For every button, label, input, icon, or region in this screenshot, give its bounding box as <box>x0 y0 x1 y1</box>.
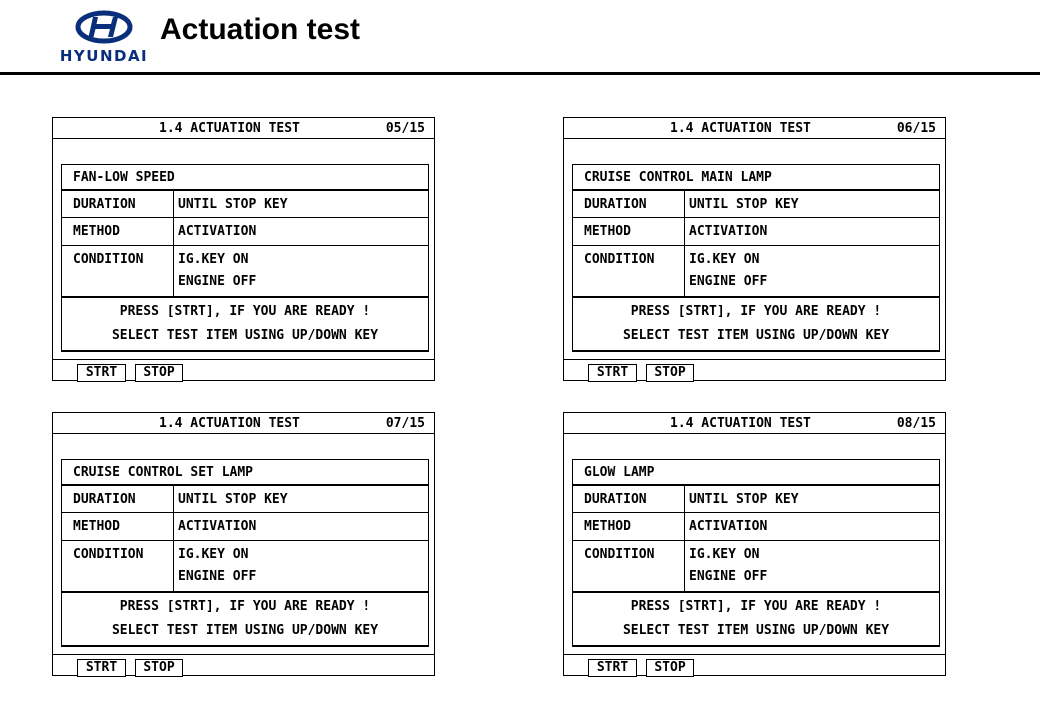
method-label: METHOD <box>584 519 631 534</box>
column-divider <box>173 486 174 593</box>
duration-value: UNTIL STOP KEY <box>689 197 799 212</box>
ready-message: PRESS [STRT], IF YOU ARE READY ! <box>119 599 371 614</box>
test-item-label: GLOW LAMP <box>584 465 655 480</box>
hyundai-logo <box>52 10 156 65</box>
test-info-table <box>61 191 429 298</box>
test-info-table <box>572 486 940 593</box>
column-divider <box>684 486 685 593</box>
select-message: SELECT TEST ITEM USING UP/DOWN KEY <box>111 328 379 343</box>
start-button[interactable]: STRT <box>588 659 637 677</box>
condition-value-2: ENGINE OFF <box>689 569 768 584</box>
condition-value-1: IG.KEY ON <box>689 252 760 267</box>
instruction-message <box>61 298 429 352</box>
page-counter: 07/15 <box>385 416 425 431</box>
page-header <box>0 0 1040 76</box>
softkey-divider <box>53 654 434 655</box>
instruction-message <box>572 593 940 647</box>
duration-row <box>573 191 939 218</box>
instruction-message <box>61 593 429 647</box>
condition-row <box>573 246 939 298</box>
condition-label: CONDITION <box>584 252 655 267</box>
softkey-divider <box>564 359 945 360</box>
instruction-message <box>572 298 940 352</box>
condition-label: CONDITION <box>73 252 144 267</box>
actuation-test-screen <box>52 117 435 381</box>
actuation-test-screen <box>563 117 946 381</box>
test-item[interactable] <box>61 164 429 191</box>
test-item[interactable] <box>572 164 940 191</box>
stop-button[interactable]: STOP <box>135 659 183 677</box>
condition-value-1: IG.KEY ON <box>178 252 249 267</box>
duration-row <box>62 486 428 513</box>
condition-row <box>573 541 939 593</box>
stop-button[interactable]: STOP <box>646 659 694 677</box>
brand-wordmark: HYUNDAI <box>59 47 149 65</box>
method-row <box>62 513 428 541</box>
method-row <box>573 513 939 541</box>
condition-value-2: ENGINE OFF <box>178 274 257 289</box>
duration-label: DURATION <box>73 492 136 507</box>
column-divider <box>684 191 685 298</box>
screen-titlebar <box>53 413 434 434</box>
duration-row <box>573 486 939 513</box>
test-info-table <box>572 191 940 298</box>
actuation-test-screen <box>52 412 435 676</box>
screen-titlebar <box>564 118 945 139</box>
duration-label: DURATION <box>73 197 136 212</box>
condition-row <box>62 246 428 298</box>
stop-button[interactable]: STOP <box>135 364 183 382</box>
column-divider <box>173 191 174 298</box>
duration-value: UNTIL STOP KEY <box>689 492 799 507</box>
page-title: Actuation test <box>160 13 361 46</box>
start-button[interactable]: STRT <box>77 364 126 382</box>
ready-message: PRESS [STRT], IF YOU ARE READY ! <box>630 599 882 614</box>
screen-title: 1.4 ACTUATION TEST <box>159 121 300 136</box>
screen-title: 1.4 ACTUATION TEST <box>670 416 811 431</box>
ready-message: PRESS [STRT], IF YOU ARE READY ! <box>119 304 371 319</box>
actuation-test-screen <box>563 412 946 676</box>
method-row <box>573 218 939 246</box>
test-info-table <box>61 486 429 593</box>
duration-row <box>62 191 428 218</box>
screen-titlebar <box>564 413 945 434</box>
test-item[interactable] <box>572 459 940 486</box>
method-label: METHOD <box>73 519 120 534</box>
header-divider <box>0 72 1040 75</box>
softkey-divider <box>564 654 945 655</box>
method-value: ACTIVATION <box>689 224 768 239</box>
condition-label: CONDITION <box>584 547 655 562</box>
duration-label: DURATION <box>584 492 647 507</box>
start-button[interactable]: STRT <box>588 364 637 382</box>
select-message: SELECT TEST ITEM USING UP/DOWN KEY <box>622 623 890 638</box>
condition-value-1: IG.KEY ON <box>689 547 760 562</box>
select-message: SELECT TEST ITEM USING UP/DOWN KEY <box>111 623 379 638</box>
test-item[interactable] <box>61 459 429 486</box>
method-value: ACTIVATION <box>178 519 257 534</box>
duration-value: UNTIL STOP KEY <box>178 197 288 212</box>
test-item-label: FAN-LOW SPEED <box>73 170 175 185</box>
duration-value: UNTIL STOP KEY <box>178 492 288 507</box>
method-value: ACTIVATION <box>178 224 257 239</box>
duration-label: DURATION <box>584 197 647 212</box>
condition-label: CONDITION <box>73 547 144 562</box>
condition-value-2: ENGINE OFF <box>689 274 768 289</box>
method-label: METHOD <box>73 224 120 239</box>
page-counter: 05/15 <box>385 121 425 136</box>
screen-title: 1.4 ACTUATION TEST <box>670 121 811 136</box>
screen-titlebar <box>53 118 434 139</box>
test-item-label: CRUISE CONTROL SET LAMP <box>73 465 254 480</box>
ready-message: PRESS [STRT], IF YOU ARE READY ! <box>630 304 882 319</box>
page-counter: 08/15 <box>896 416 936 431</box>
method-value: ACTIVATION <box>689 519 768 534</box>
condition-value-2: ENGINE OFF <box>178 569 257 584</box>
method-row <box>62 218 428 246</box>
select-message: SELECT TEST ITEM USING UP/DOWN KEY <box>622 328 890 343</box>
page-counter: 06/15 <box>896 121 936 136</box>
hyundai-emblem-icon <box>52 10 156 46</box>
softkey-divider <box>53 359 434 360</box>
stop-button[interactable]: STOP <box>646 364 694 382</box>
start-button[interactable]: STRT <box>77 659 126 677</box>
condition-row <box>62 541 428 593</box>
test-item-label: CRUISE CONTROL MAIN LAMP <box>584 170 772 185</box>
condition-value-1: IG.KEY ON <box>178 547 249 562</box>
screen-title: 1.4 ACTUATION TEST <box>159 416 300 431</box>
method-label: METHOD <box>584 224 631 239</box>
